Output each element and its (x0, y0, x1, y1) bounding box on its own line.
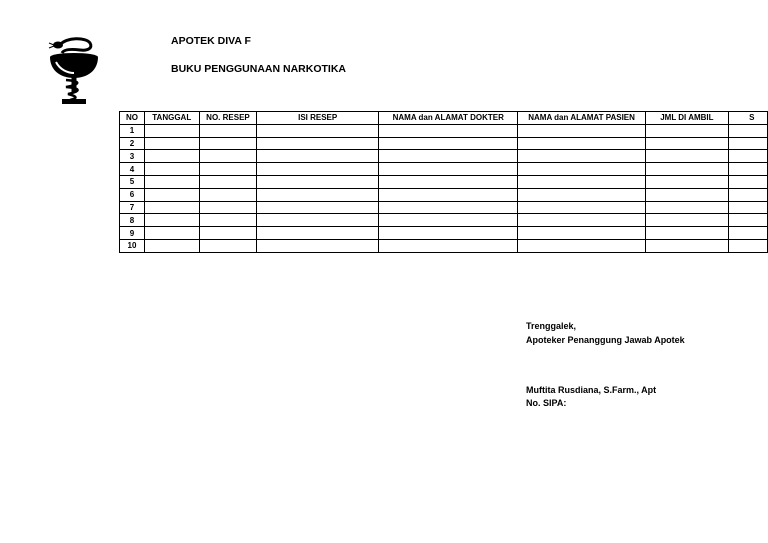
signature-sipa: No. SIPA: (526, 398, 567, 408)
table-row (120, 124, 768, 137)
row-number: 3 (120, 150, 145, 163)
row-number: 4 (120, 163, 145, 176)
table-cell (257, 188, 379, 201)
table-cell (257, 201, 379, 214)
col-header-jml-diambil: JML DI AMBIL (645, 112, 728, 125)
table-cell (645, 137, 728, 150)
table-cell (199, 214, 257, 227)
table-row (120, 150, 768, 163)
table-cell (729, 201, 768, 214)
table-cell (518, 227, 645, 240)
table-cell (199, 239, 257, 252)
table-row (120, 227, 768, 240)
signature-place: Trenggalek, (526, 321, 577, 331)
table-cell (729, 227, 768, 240)
table-cell (144, 214, 199, 227)
table-cell (518, 175, 645, 188)
table-cell (729, 137, 768, 150)
table-cell (199, 150, 257, 163)
table-cell (378, 150, 518, 163)
row-number: 8 (120, 214, 145, 227)
table-cell (729, 163, 768, 176)
col-header-isi-resep: ISI RESEP (257, 112, 379, 125)
table-cell (199, 175, 257, 188)
table-cell (378, 163, 518, 176)
table-cell (144, 163, 199, 176)
table-header-row (120, 112, 768, 125)
row-number: 10 (120, 239, 145, 252)
row-number: 6 (120, 188, 145, 201)
table-cell (378, 137, 518, 150)
table-cell (518, 124, 645, 137)
table-row (120, 239, 768, 252)
table-cell (645, 175, 728, 188)
table-cell (645, 239, 728, 252)
col-header-dokter: NAMA dan ALAMAT DOKTER (378, 112, 518, 125)
row-number: 9 (120, 227, 145, 240)
narcotics-usage-table (119, 111, 768, 253)
signature-name: Muftita Rusdiana, S.Farm., Apt (526, 385, 657, 395)
table-cell (729, 175, 768, 188)
bowl-of-hygieia-icon (46, 36, 102, 106)
table-cell (257, 124, 379, 137)
table-cell (645, 150, 728, 163)
table-cell (144, 239, 199, 252)
table-row (120, 163, 768, 176)
table-cell (257, 227, 379, 240)
table-cell (144, 175, 199, 188)
row-number: 1 (120, 124, 145, 137)
table-cell (378, 124, 518, 137)
table-row (120, 137, 768, 150)
table-cell (257, 239, 379, 252)
table-cell (144, 188, 199, 201)
table-cell (199, 201, 257, 214)
table-cell (518, 201, 645, 214)
table-cell (257, 150, 379, 163)
table-cell (729, 188, 768, 201)
table-cell (645, 214, 728, 227)
table-cell (729, 214, 768, 227)
table-cell (518, 150, 645, 163)
table-cell (518, 214, 645, 227)
pharmacy-name: APOTEK DIVA F (171, 35, 251, 47)
table-cell (257, 163, 379, 176)
table-cell (199, 137, 257, 150)
col-header-s: S (729, 112, 768, 125)
col-header-no: NO (120, 112, 145, 125)
table-cell (645, 163, 728, 176)
table-cell (729, 124, 768, 137)
table-cell (645, 188, 728, 201)
table-cell (257, 137, 379, 150)
table-cell (257, 175, 379, 188)
table-row (120, 201, 768, 214)
table-cell (199, 188, 257, 201)
table-cell (378, 188, 518, 201)
table-cell (199, 227, 257, 240)
table-cell (645, 201, 728, 214)
table-row (120, 175, 768, 188)
table-cell (645, 124, 728, 137)
table-cell (378, 214, 518, 227)
table-cell (144, 201, 199, 214)
book-title: BUKU PENGGUNAAN NARKOTIKA (171, 63, 346, 75)
table-cell (144, 150, 199, 163)
table-row (120, 188, 768, 201)
col-header-tanggal: TANGGAL (144, 112, 199, 125)
col-header-pasien: NAMA dan ALAMAT PASIEN (518, 112, 645, 125)
row-number: 2 (120, 137, 145, 150)
table-cell (378, 239, 518, 252)
table-cell (518, 137, 645, 150)
table-cell (199, 124, 257, 137)
table-cell (518, 188, 645, 201)
table-cell (729, 239, 768, 252)
signature-role: Apoteker Penanggung Jawab Apotek (526, 335, 685, 345)
table-cell (144, 227, 199, 240)
col-header-no-resep: NO. RESEP (199, 112, 257, 125)
row-number: 5 (120, 175, 145, 188)
table-cell (518, 163, 645, 176)
table-cell (518, 239, 645, 252)
table-cell (378, 175, 518, 188)
table-cell (199, 163, 257, 176)
table-cell (144, 124, 199, 137)
table-row (120, 214, 768, 227)
table-cell (144, 137, 199, 150)
row-number: 7 (120, 201, 145, 214)
table-cell (257, 214, 379, 227)
table-cell (645, 227, 728, 240)
table-cell (378, 201, 518, 214)
table-cell (729, 150, 768, 163)
table-cell (378, 227, 518, 240)
